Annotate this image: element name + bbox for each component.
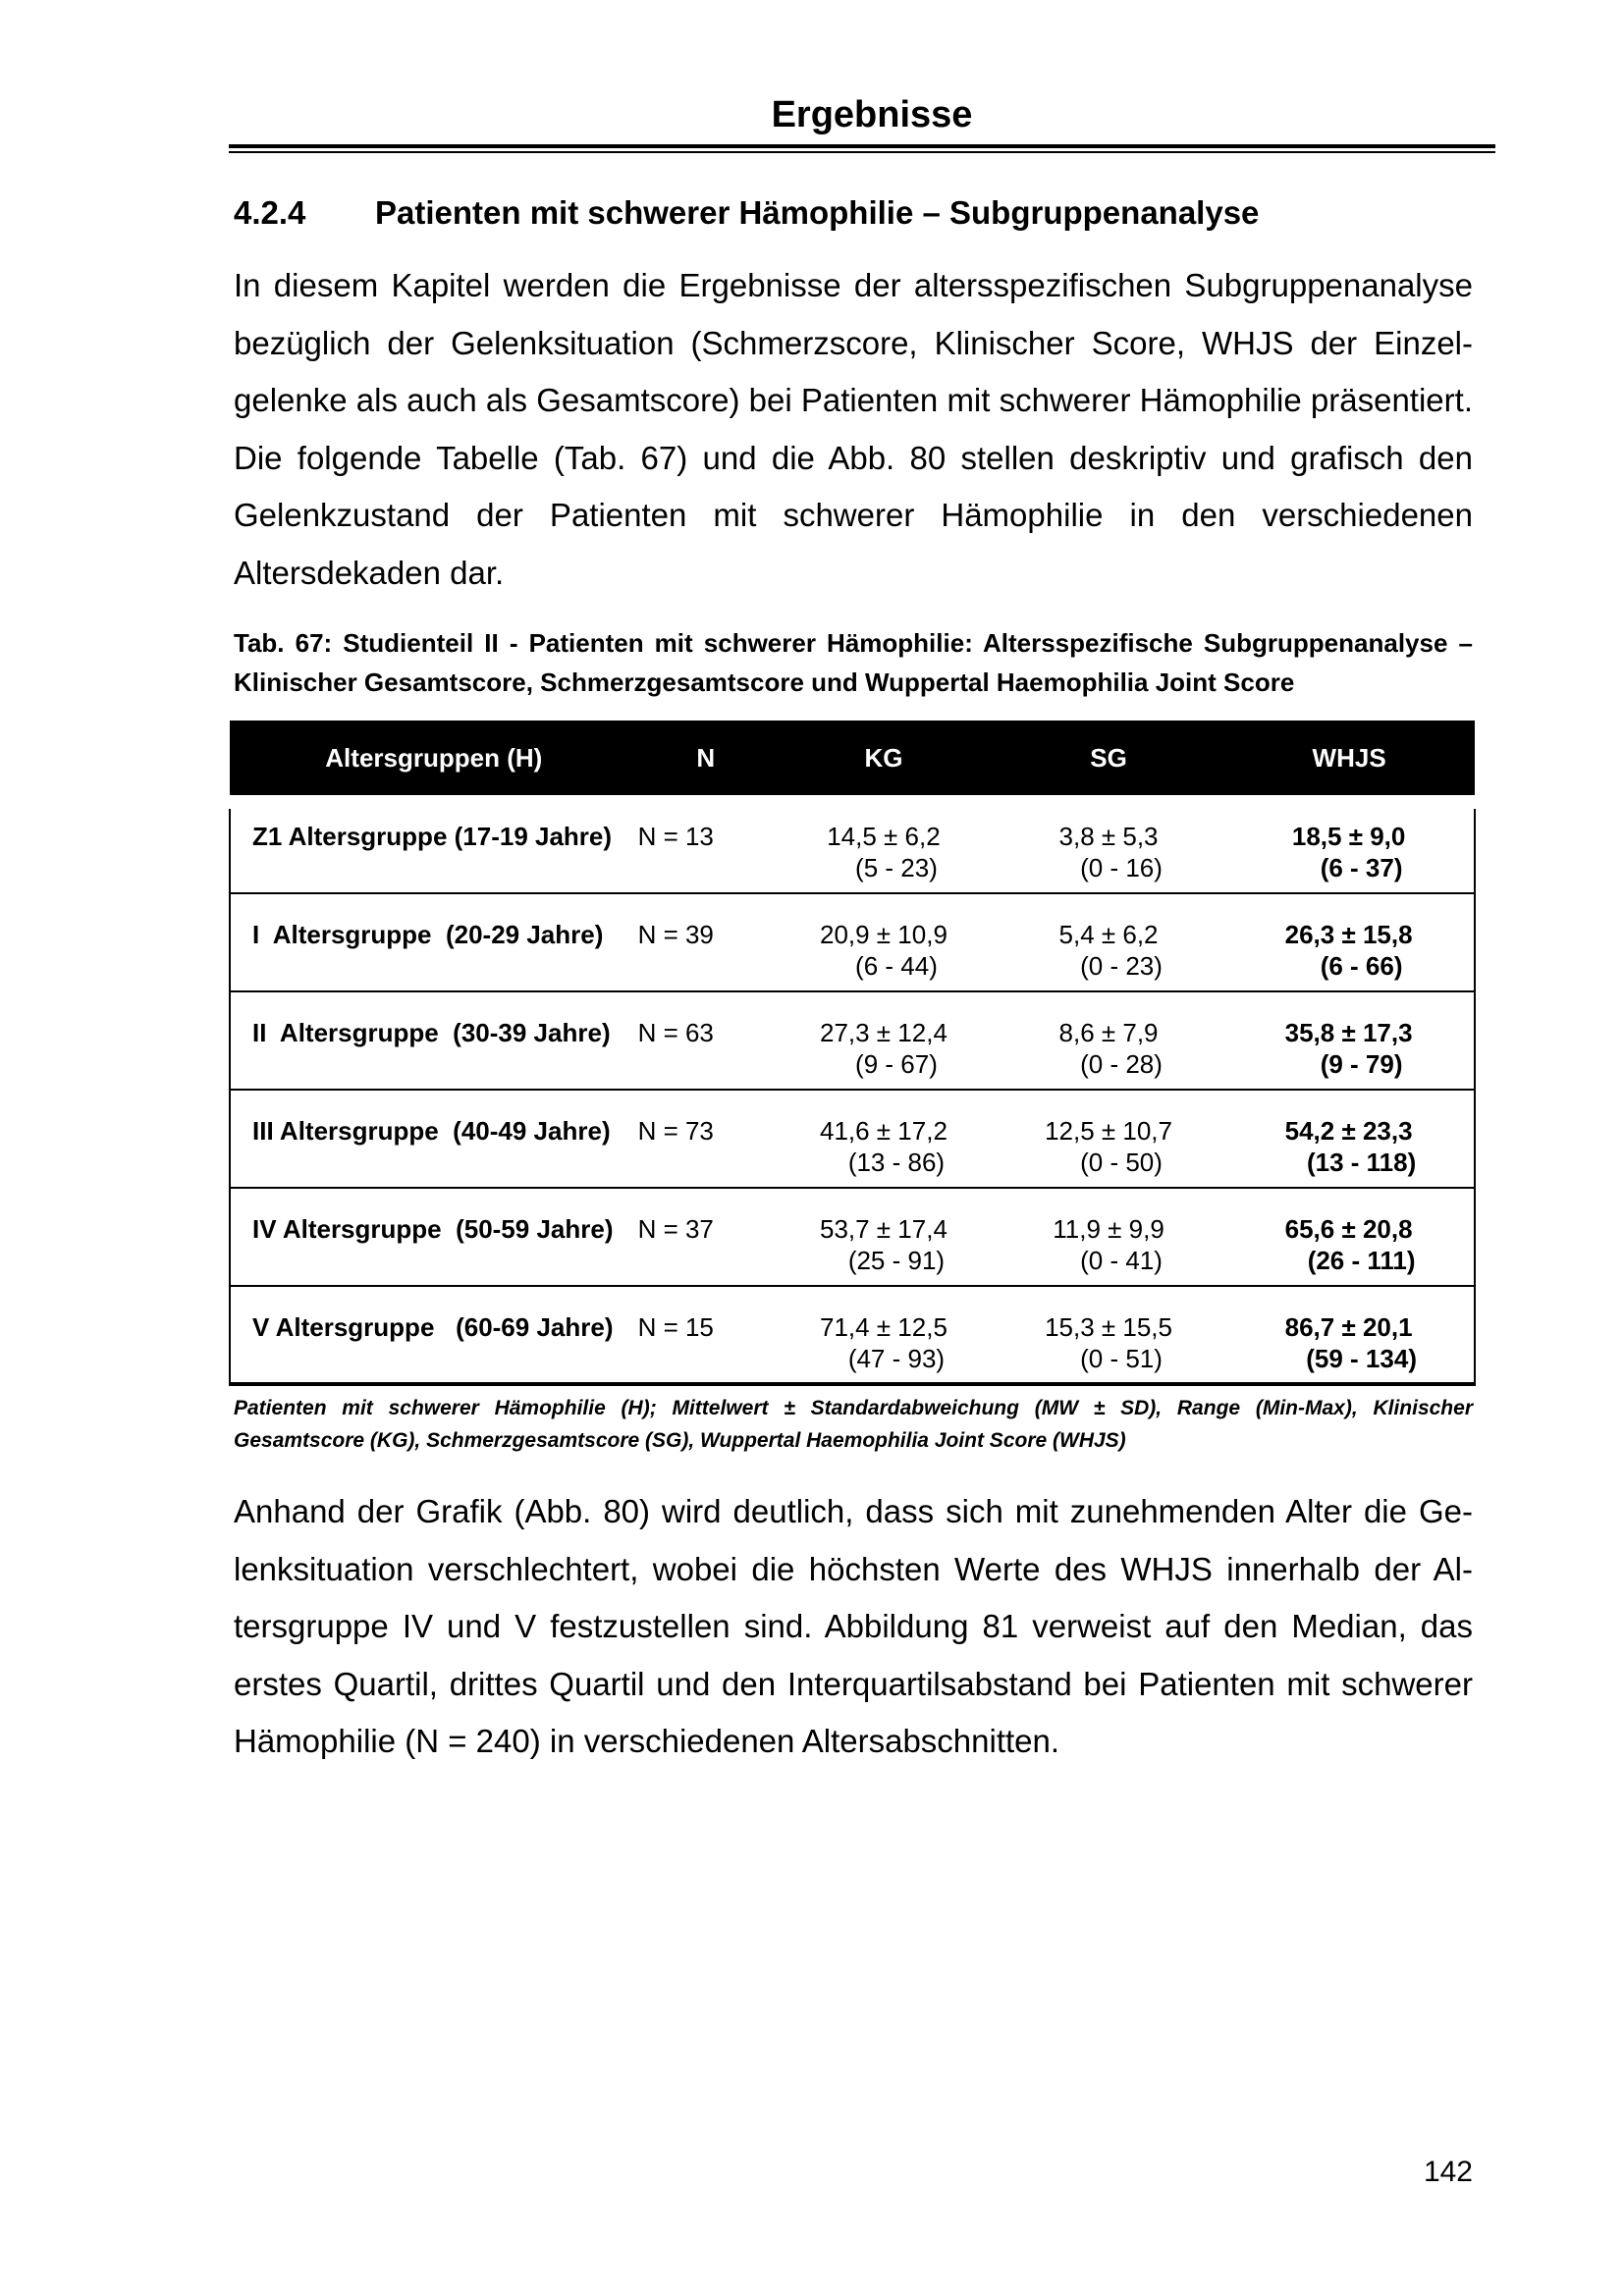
header-rule-thin	[229, 151, 1495, 153]
cell-kg	[774, 1201, 994, 1286]
whjs-mean: 18,5 ± 9,0	[1291, 822, 1406, 851]
table-spacer	[230, 991, 1475, 1005]
sg-range: (0 - 16)	[1080, 853, 1163, 882]
sg-mean: 11,9 ± 9,9	[1053, 1214, 1164, 1244]
cell-whjs	[1223, 1103, 1475, 1188]
cell-group	[230, 1005, 638, 1090]
cell-sg	[994, 1201, 1223, 1286]
whjs-mean: 26,3 ± 15,8	[1284, 920, 1413, 949]
header-rule-thick	[229, 144, 1495, 148]
n-value: N = 37	[637, 1214, 714, 1244]
cell-whjs	[1223, 907, 1475, 991]
kg-mean: 27,3 ± 12,4	[819, 1018, 947, 1047]
kg-mean: 20,9 ± 10,9	[819, 920, 947, 949]
group-label: I Altersgruppe (20-29 Jahre)	[252, 920, 604, 949]
sg-mean: 12,5 ± 10,7	[1045, 1116, 1172, 1146]
page-header	[229, 86, 1495, 153]
intro-paragraph: In diesem Kapitel werden die Ergebnisse der altersspezifischen Subgruppenanalyse bezüglich der Gelenksituation (Schmerzscore, Klinischer Score, WHJS der Einzelgelenke als auch als Gesamtscore) bei Patienten mit schwerer Hämophilie präsentiert. Die folgende Tabelle (Tab. 67) und die Abb. 80 stellen deskriptiv und grafisch den Gelenkzustand der Patienten mit schwerer Hämophilie in den verschiedenen Altersdekaden dar.	[234, 267, 1473, 591]
sg-range: (0 - 28)	[1080, 1049, 1163, 1079]
cell-n	[638, 1300, 775, 1384]
sg-mean: 5,4 ± 6,2	[1058, 920, 1159, 949]
cell-n	[638, 907, 775, 991]
n-value: N = 63	[637, 1018, 714, 1047]
whjs-mean: 86,7 ± 20,1	[1284, 1312, 1413, 1342]
sg-range: (0 - 41)	[1080, 1246, 1163, 1275]
cell-kg	[774, 907, 994, 991]
cell-whjs	[1223, 1201, 1475, 1286]
running-header-title: Ergebnisse	[771, 94, 973, 135]
table-row	[230, 1005, 1475, 1090]
cell-kg	[774, 1300, 994, 1384]
kg-range: (6 - 44)	[855, 951, 938, 981]
whjs-mean: 35,8 ± 17,3	[1284, 1018, 1413, 1047]
table-body	[230, 795, 1475, 1384]
cell-whjs	[1223, 1300, 1475, 1384]
table-row	[230, 1103, 1475, 1188]
results-table	[229, 721, 1476, 1386]
cell-kg	[774, 1005, 994, 1090]
cell-group	[230, 1201, 638, 1286]
whjs-range: (59 - 134)	[1306, 1344, 1417, 1373]
whjs-range: (6 - 66)	[1320, 951, 1403, 981]
cell-sg	[994, 907, 1223, 991]
table-row	[230, 907, 1475, 991]
section-heading	[234, 189, 1500, 237]
group-label: V Altersgruppe (60-69 Jahre)	[252, 1312, 614, 1342]
closing-paragraph: Anhand der Grafik (Abb. 80) wird deutlich, dass sich mit zunehmenden Alter die Gelenksituation verschlechtert, wobei die höchsten Werte des WHJS innerhalb der Altersgruppe IV und V festzustellen sind. Abbildung 81 verweist auf den Median, das erstes Quartil, drittes Quartil und den Interquartilsabstand bei Patienten mit schwerer Hämophilie (N = 240) in verschiedenen Altersabschnitten.	[234, 1493, 1473, 1759]
header-kg: KG	[774, 721, 994, 795]
cell-group	[230, 907, 638, 991]
page-number: 142	[1423, 2156, 1473, 2188]
table-row	[230, 809, 1475, 893]
kg-mean: 53,7 ± 17,4	[819, 1214, 947, 1244]
group-label: II Altersgruppe (30-39 Jahre)	[252, 1018, 611, 1047]
cell-n	[638, 1103, 775, 1188]
n-value: N = 15	[637, 1312, 714, 1342]
n-value: N = 39	[637, 920, 714, 949]
table-header-row	[230, 721, 1475, 795]
table-row	[230, 1201, 1475, 1286]
cell-group	[230, 809, 638, 893]
kg-mean: 14,5 ± 6,2	[827, 822, 941, 851]
kg-range: (9 - 67)	[855, 1049, 938, 1079]
table-footnote: Patienten mit schwerer Hämophilie (H); Mittelwert ± Standardabweichung (MW ± SD), Range (Min-Max), Klinischer Gesamtscore (KG), Schmerzgesamtscore (SG), Wuppertal Haemophilia Joint Score (WHJS)	[234, 1397, 1473, 1452]
group-label: IV Altersgruppe (50-59 Jahre)	[252, 1214, 614, 1244]
cell-whjs	[1223, 1005, 1475, 1090]
whjs-range: (13 - 118)	[1306, 1148, 1417, 1177]
cell-sg	[994, 1103, 1223, 1188]
sg-range: (0 - 50)	[1080, 1148, 1163, 1177]
whjs-mean: 54,2 ± 23,3	[1284, 1116, 1413, 1146]
sg-mean: 15,3 ± 15,5	[1045, 1312, 1172, 1342]
results-table-wrapper	[229, 721, 1476, 1386]
cell-n	[638, 809, 775, 893]
cell-sg	[994, 1005, 1223, 1090]
whjs-range: (26 - 111)	[1307, 1246, 1416, 1275]
section-title: Patienten mit schwerer Hämophilie – Subgruppenanalyse	[375, 194, 1260, 231]
header-n: N	[638, 721, 775, 795]
cell-whjs	[1223, 809, 1475, 893]
section-number: 4.2.4	[234, 194, 306, 231]
kg-mean: 41,6 ± 17,2	[819, 1116, 947, 1146]
sg-range: (0 - 23)	[1080, 951, 1163, 981]
table-spacer	[230, 1188, 1475, 1201]
header-group: Altersgruppen (H)	[230, 721, 638, 795]
sg-mean: 8,6 ± 7,9	[1058, 1018, 1159, 1047]
whjs-range: (6 - 37)	[1320, 853, 1403, 882]
cell-n	[638, 1201, 775, 1286]
cell-kg	[774, 809, 994, 893]
whjs-range: (9 - 79)	[1320, 1049, 1403, 1079]
cell-group	[230, 1103, 638, 1188]
sg-range: (0 - 51)	[1080, 1344, 1163, 1373]
kg-range: (5 - 23)	[855, 853, 938, 882]
kg-range: (25 - 91)	[847, 1246, 946, 1275]
table-caption: Tab. 67: Studienteil II - Patienten mit schwerer Hämophilie: Altersspezifische Subgruppenanalyse – Klinischer Gesamtscore, Schmerzgesamtscore und Wuppertal Haemophilia Joint Score	[234, 628, 1473, 697]
table-spacer	[230, 1286, 1475, 1300]
cell-n	[638, 1005, 775, 1090]
cell-group	[230, 1300, 638, 1384]
table-spacer	[230, 893, 1475, 907]
cell-sg	[994, 1300, 1223, 1384]
kg-range: (47 - 93)	[847, 1344, 946, 1373]
table-row	[230, 1300, 1475, 1384]
kg-mean: 71,4 ± 12,5	[819, 1312, 947, 1342]
n-value: N = 73	[637, 1116, 714, 1146]
cell-kg	[774, 1103, 994, 1188]
table-spacer	[230, 795, 1475, 809]
header-sg: SG	[994, 721, 1223, 795]
cell-sg	[994, 809, 1223, 893]
whjs-mean: 65,6 ± 20,8	[1284, 1214, 1413, 1244]
table-spacer	[230, 1090, 1475, 1103]
sg-mean: 3,8 ± 5,3	[1058, 822, 1159, 851]
kg-range: (13 - 86)	[847, 1148, 946, 1177]
n-value: N = 13	[637, 822, 714, 851]
header-whjs: WHJS	[1223, 721, 1475, 795]
group-label: III Altersgruppe (40-49 Jahre)	[252, 1116, 611, 1146]
group-label: Z1 Altersgruppe (17-19 Jahre)	[252, 822, 613, 851]
